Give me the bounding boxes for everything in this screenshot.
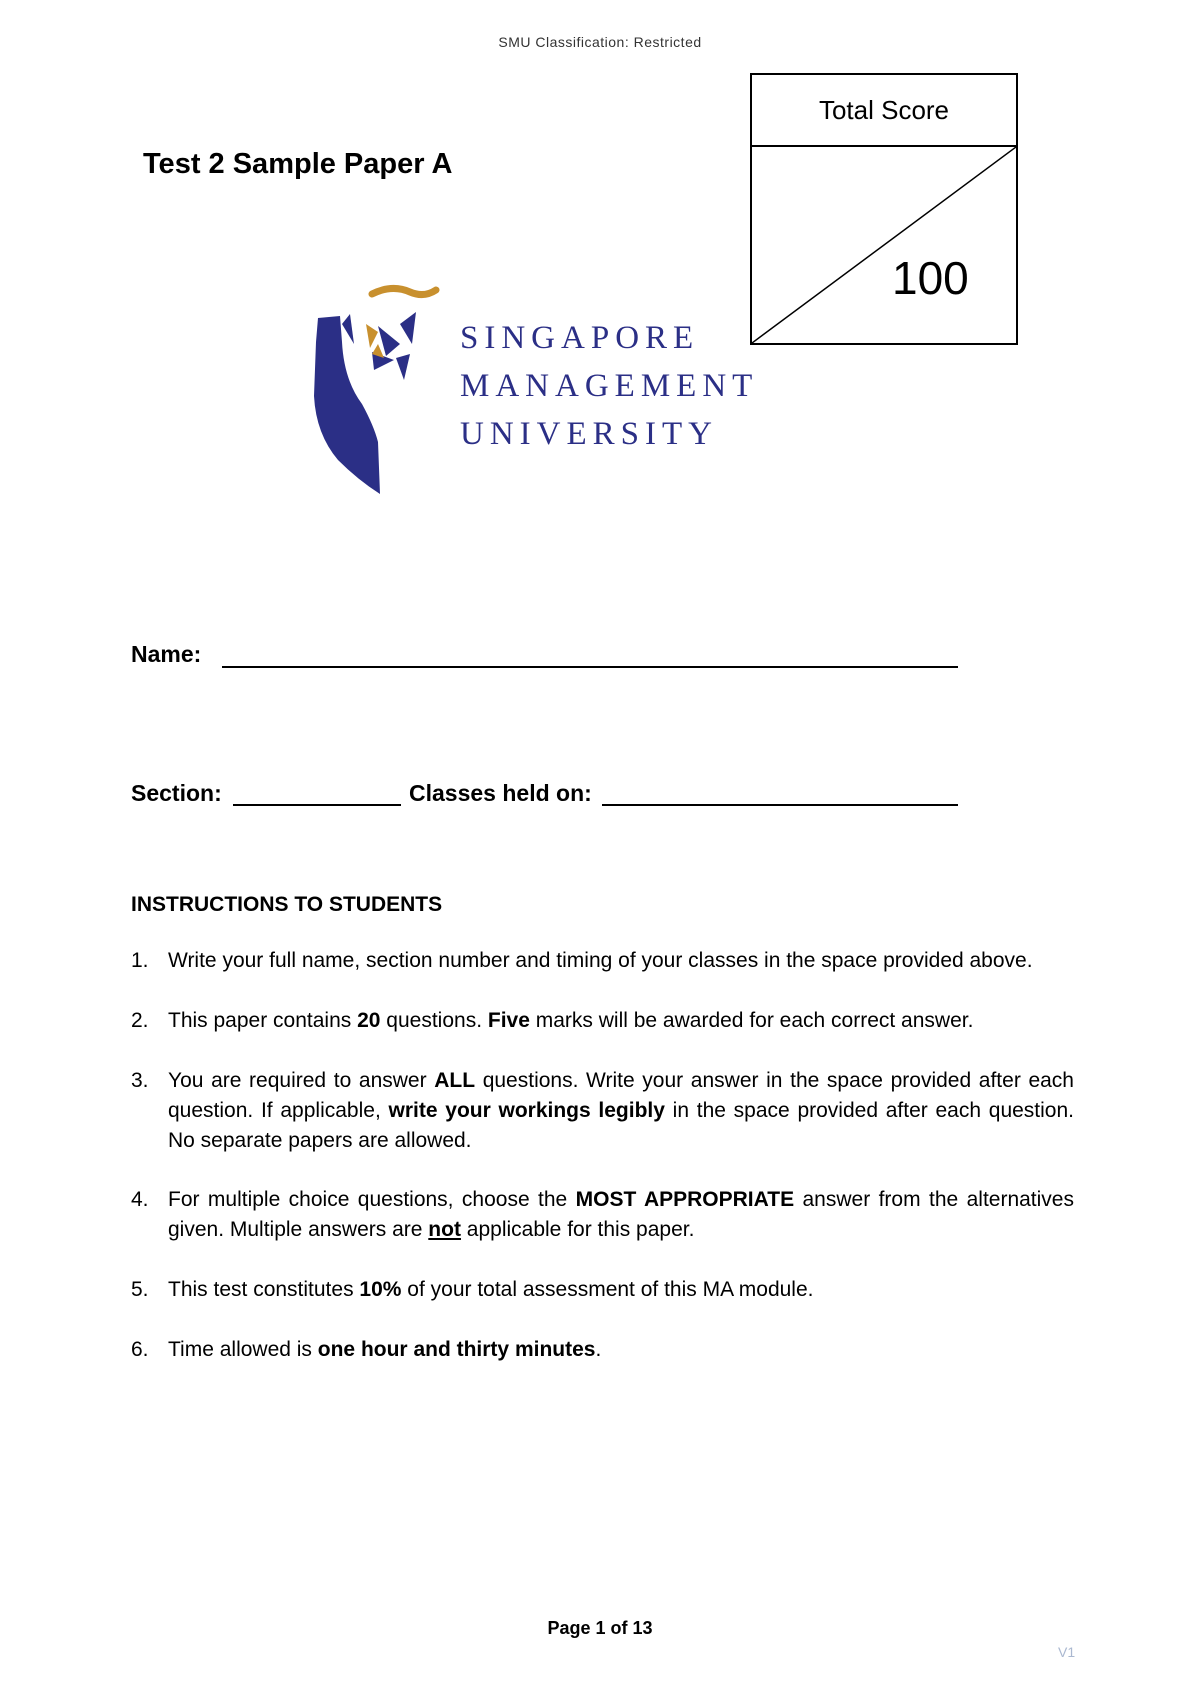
instructions-heading: INSTRUCTIONS TO STUDENTS (131, 893, 443, 916)
lion-head-logo-icon (312, 284, 452, 494)
paper-title: Test 2 Sample Paper A (143, 148, 453, 180)
instruction-text-part: not (428, 1218, 461, 1241)
instruction-text (168, 946, 1074, 976)
total-score-label: Total Score (752, 75, 1016, 147)
logo-text-line-1: SINGAPORE (460, 320, 700, 356)
instruction-text-part: This paper contains (168, 1009, 358, 1032)
score-diagonal (752, 147, 1016, 343)
instruction-text (168, 1275, 1074, 1305)
instruction-text (168, 1335, 1074, 1365)
instruction-text-part: For multiple choice questions, choose the (168, 1188, 576, 1211)
instruction-text-part: in the space provided after each question. No separate papers are allowed. (168, 1099, 1074, 1152)
instruction-text-part: answer from the alternatives given. Multiple answers are (168, 1188, 1074, 1241)
instruction-text-part: Write your full name, section number and timing of your classes in the space provided above. (168, 949, 1033, 972)
classes-held-field[interactable] (602, 804, 958, 806)
instruction-number: 3. (131, 1069, 149, 1092)
section-field[interactable] (233, 804, 401, 806)
instruction-number: 2. (131, 1009, 149, 1032)
name-field[interactable] (222, 666, 958, 668)
instruction-item (131, 1335, 1074, 1365)
instruction-text-part: one hour and thirty minutes (317, 1338, 596, 1361)
instruction-text-part: questions. Write your answer in the space provided after each question. If applicable, (168, 1069, 1074, 1122)
instruction-text (168, 1006, 1074, 1036)
logo-text-line-3: UNIVERSITY (460, 416, 718, 452)
instruction-text (168, 1066, 1074, 1156)
instruction-number: 4. (131, 1188, 149, 1211)
instruction-text-part: 10% (359, 1278, 402, 1301)
instruction-text-part: questions. (380, 1009, 488, 1032)
instruction-text-part: . (595, 1338, 602, 1361)
section-label: Section: (131, 780, 222, 806)
classes-held-label: Classes held on: (409, 780, 592, 806)
instruction-text-part: of your total assessment of this MA module. (401, 1278, 814, 1301)
instruction-number: 6. (131, 1338, 149, 1361)
instruction-text-part: ALL (434, 1069, 476, 1092)
instruction-item (131, 1006, 1074, 1036)
instruction-text-part: write your workings legibly (388, 1099, 665, 1122)
instruction-item (131, 1275, 1074, 1305)
total-score-value: 100 (892, 252, 969, 304)
instruction-text-part: 20 (357, 1009, 381, 1032)
instruction-text-part: applicable for this paper. (460, 1218, 695, 1241)
instruction-item (131, 946, 1074, 976)
total-score-box (750, 73, 1018, 345)
instruction-item (131, 1185, 1074, 1245)
instruction-text-part: marks will be awarded for each correct answer. (529, 1009, 974, 1032)
instruction-text-part: Time allowed is (168, 1338, 318, 1361)
instruction-text-part: You are required to answer (168, 1069, 435, 1092)
instruction-number: 1. (131, 949, 149, 972)
instruction-text-part: MOST APPROPRIATE (575, 1188, 795, 1211)
instruction-text-part: This test constitutes (168, 1278, 360, 1301)
classification-label: SMU Classification: Restricted (498, 34, 702, 50)
total-score-cell (752, 147, 1016, 343)
instruction-text (168, 1185, 1074, 1245)
instruction-text-part: Five (487, 1009, 530, 1032)
instruction-item (131, 1066, 1074, 1156)
version-label: V1 (1058, 1644, 1076, 1660)
name-label: Name: (131, 641, 202, 667)
logo-text-line-2: MANAGEMENT (460, 368, 759, 404)
instruction-number: 5. (131, 1278, 149, 1301)
page-number: Page 1 of 13 (547, 1618, 653, 1638)
